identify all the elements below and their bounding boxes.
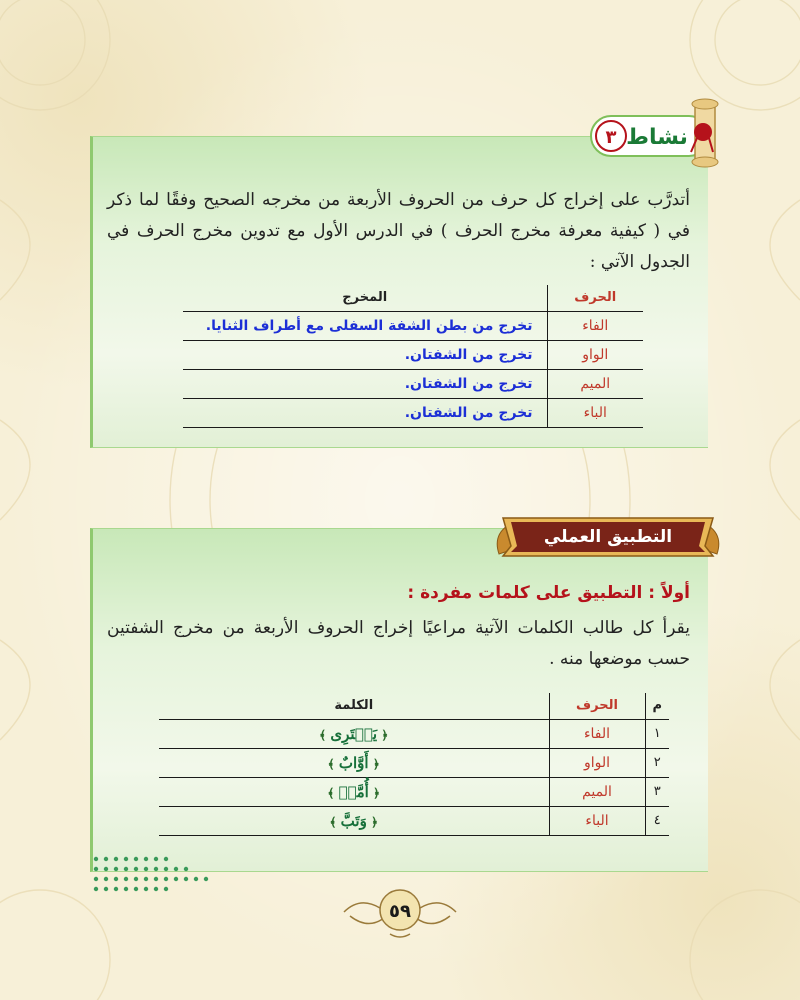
place-cell: تخرج من الشفتان. [183, 340, 547, 369]
letter-cell: الفاء [547, 311, 643, 340]
letter-cell: الفاء [549, 719, 645, 748]
letter-cell: الواو [547, 340, 643, 369]
row-number: ٣ [645, 777, 669, 806]
ornate-bracket-icon: ﴾ [329, 814, 341, 829]
table-header-row [159, 693, 669, 719]
table-row [183, 369, 643, 398]
word-cell [159, 748, 549, 777]
practical-title: التطبيق العملي [543, 527, 673, 547]
activity-banner [573, 94, 733, 172]
table-row [159, 806, 669, 835]
table-row [183, 398, 643, 427]
quran-word: وَتَبَّ [340, 811, 367, 830]
ornate-bracket-icon: ﴾ [327, 785, 339, 800]
ornate-bracket-icon: ﴿ [368, 756, 380, 771]
activity-number: ٣ [605, 127, 617, 148]
row-number: ٤ [645, 806, 669, 835]
word-cell [159, 777, 549, 806]
table-row [159, 748, 669, 777]
letter-cell: الواو [549, 748, 645, 777]
activity-instructions: أتدرَّب على إخراج كل حرف من الحروف الأربعة من مخرجه الصحيح وفقًا لما ذكر في ( كيفية معرفة مخرج الحرف ) في الدرس الأول مع تدوين مخرج الحرف في الجدول الآتي : [107, 190, 690, 272]
scroll-icon [691, 99, 718, 167]
header-word: الكلمة [159, 693, 549, 719]
header-number: م [645, 693, 669, 719]
ornate-bracket-icon: ﴿ [368, 785, 381, 800]
practical-panel [90, 528, 708, 872]
header-letter: الحرف [547, 285, 643, 311]
quran-word: يَفۡتَرِى [330, 724, 378, 743]
letter-cell: الميم [549, 777, 645, 806]
page-number-ornament [340, 882, 460, 942]
letter-cell: الباء [547, 398, 643, 427]
letter-cell: الباء [549, 806, 645, 835]
activity-panel [90, 136, 708, 448]
ornate-bracket-icon: ﴾ [327, 756, 339, 771]
row-number: ٢ [645, 748, 669, 777]
table-row [183, 340, 643, 369]
word-cell [159, 806, 549, 835]
table-row [159, 777, 669, 806]
row-number: ١ [645, 719, 669, 748]
header-letter: الحرف [549, 693, 645, 719]
word-cell [159, 719, 549, 748]
quran-word: أُمَّةٞ [338, 782, 369, 801]
table-header-row [183, 285, 643, 311]
quran-word: أَوَّابٌ [338, 753, 369, 772]
page-number: ٥٩ [389, 901, 411, 922]
activity-label: نشاط [626, 125, 688, 150]
words-table [159, 693, 669, 836]
header-place: المخرج [183, 285, 547, 311]
place-cell: تخرج من بطن الشفة السفلى مع أطراف الثنايا. [183, 311, 547, 340]
table-row [159, 719, 669, 748]
practical-subheading: أولاً : التطبيق على كلمات مفردة : [407, 583, 690, 603]
practical-instructions: يقرأ كل طالب الكلمات الآتية مراعيًا إخراج الحروف الأربعة من مخرج الشفتين حسب موضعها منه . [107, 618, 690, 669]
table-row [183, 311, 643, 340]
place-cell: تخرج من الشفتان. [183, 398, 547, 427]
ornate-bracket-icon: ﴿ [366, 814, 379, 829]
ornate-bracket-icon: ﴿ [377, 727, 389, 742]
letter-cell: الميم [547, 369, 643, 398]
ornate-bracket-icon: ﴾ [319, 727, 331, 742]
dots-decoration [90, 853, 220, 893]
place-cell: تخرج من الشفتان. [183, 369, 547, 398]
places-table [183, 285, 643, 428]
practical-banner [493, 496, 723, 572]
